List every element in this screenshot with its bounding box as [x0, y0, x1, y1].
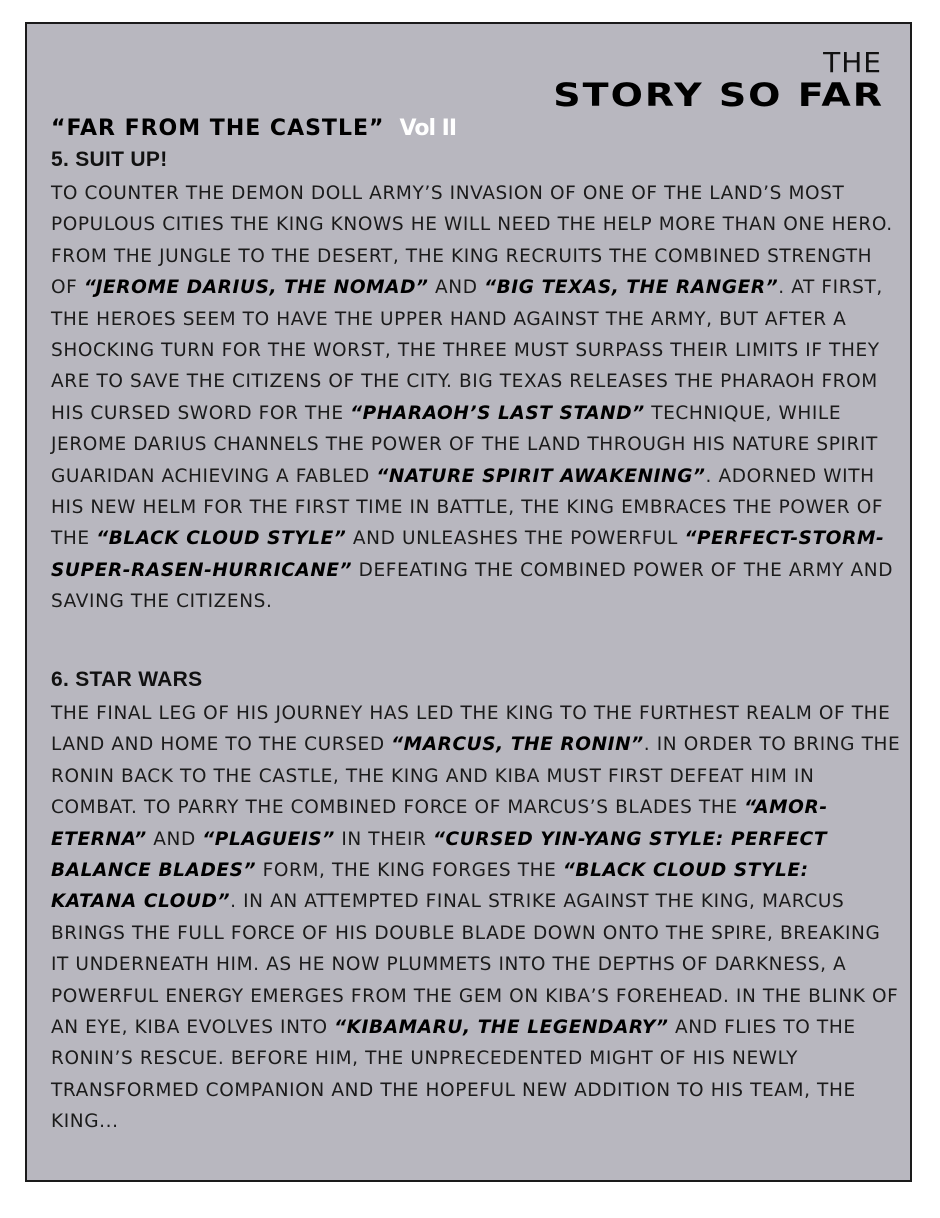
chapter-6: [51, 668, 901, 1138]
emphasized-phrase: “BIG TEXAS, THE RANGER”: [484, 277, 779, 299]
emphasized-phrase: “AMOR-ETERNA”: [51, 797, 828, 850]
body-text: . AT FIRST, THE HEROES SEEM TO HAVE THE UPPER HAND AGAINST THE ARMY, BUT AFTER A SHOCKING TURN FOR THE WORST, THE THREE MUST SURPASS THEIR LIMITS IF THEY ARE TO SAVE THE CITIZENS OF THE CITY. BIG TEXAS RELEASES THE PHARAOH FROM HIS CURSED SWORD FOR THE: [51, 277, 883, 424]
emphasized-phrase: “PERFECT-STORM-SUPER-RASEN-HURRICANE”: [51, 528, 885, 581]
body-text: IN THEIR: [334, 828, 433, 850]
body-text: . IN AN ATTEMPTED FINAL STRIKE AGAINST THE KING, MARCUS BRINGS THE FULL FORCE OF HIS DOUBLE BLADE DOWN ONTO THE SPIRE, BREAKING IT UNDERNEATH HIM. AS HE NOW PLUMMETS INTO THE DEPTHS OF DARKNESS, A POWERFUL ENERGY EMERGES FROM THE GEM ON KIBA’S FOREHEAD. IN THE BLINK OF AN EYE, KIBA EVOLVES INTO: [51, 891, 899, 1039]
body-text: TO COUNTER THE DEMON DOLL ARMY’S INVASION OF ONE OF THE LAND’S MOST POPULOUS CITIES THE KING KNOWS HE WILL NEED THE HELP MORE THAN ONE HERO. FROM THE JUNGLE TO THE DESERT, THE KING RECRUITS THE COMBINED STRENGTH OF: [51, 183, 893, 299]
chapter-body: [51, 178, 901, 618]
the-heading: THE: [823, 46, 882, 79]
series-title: “FAR FROM THE CASTLE”: [51, 116, 385, 141]
body-text: AND FLIES TO THE RONIN’S RESCUE. BEFORE HIM, THE UNPRECEDENTED MIGHT OF HIS NEWLY TRANSFORMED COMPANION AND THE HOPEFUL NEW ADDITION TO HIS TEAM, THE KING...: [51, 1017, 856, 1133]
series-title-row: [51, 116, 456, 141]
emphasized-phrase: “MARCUS, THE RONIN”: [391, 734, 644, 756]
emphasized-phrase: “JEROME DARIUS, THE NOMAD”: [83, 277, 429, 299]
body-text: FORM, THE KING FORGES THE: [256, 860, 563, 882]
emphasized-phrase: “CURSED YIN-YANG STYLE: PERFECT BALANCE BLADES”: [51, 828, 828, 882]
chapter-5: [51, 148, 901, 618]
emphasized-phrase: “BLACK CLOUD STYLE”: [96, 528, 347, 550]
body-text: AND: [428, 277, 485, 299]
body-text: AND: [146, 828, 203, 850]
emphasized-phrase: “PHARAOH’S LAST STAND”: [350, 402, 645, 424]
emphasized-phrase: “NATURE SPIRIT AWAKENING”: [376, 465, 706, 487]
story-so-far-panel: [25, 22, 912, 1182]
emphasized-phrase: “BLACK CLOUD STYLE: KATANA CLOUD”: [51, 860, 809, 913]
body-text: DEFEATING THE COMBINED POWER OF THE ARMY AND SAVING THE CITIZENS.: [51, 559, 894, 613]
chapter-heading: 5. SUIT UP!: [51, 148, 168, 171]
story-so-far-heading: STORY SO FAR: [553, 76, 884, 114]
body-text: AND UNLEASHES THE POWERFUL: [346, 528, 685, 550]
body-text: . IN ORDER TO BRING THE RONIN BACK TO THE CASTLE, THE KING AND KIBA MUST FIRST DEFEAT HIM IN COMBAT. TO PARRY THE COMBINED FORCE OF MARCUS’S BLADES THE: [51, 734, 901, 819]
chapter-body: [51, 698, 901, 1138]
body-text: . ADORNED WITH HIS NEW HELM FOR THE FIRST TIME IN BATTLE, THE KING EMBRACES THE POWER OF THE: [51, 465, 884, 550]
volume-label: Vol II: [399, 116, 457, 141]
emphasized-phrase: “KIBAMARU, THE LEGENDARY”: [334, 1017, 669, 1039]
chapter-heading: 6. STAR WARS: [51, 668, 203, 691]
body-text: TECHNIQUE, WHILE JEROME DARIUS CHANNELS THE POWER OF THE LAND THROUGH HIS NATURE SPIRIT GUARIDAN ACHIEVING A FABLED: [51, 402, 878, 487]
body-text: THE FINAL LEG OF HIS JOURNEY HAS LED THE KING TO THE FURTHEST REALM OF THE LAND AND HOME TO THE CURSED: [51, 703, 891, 756]
emphasized-phrase: “PLAGUEIS”: [202, 828, 335, 850]
